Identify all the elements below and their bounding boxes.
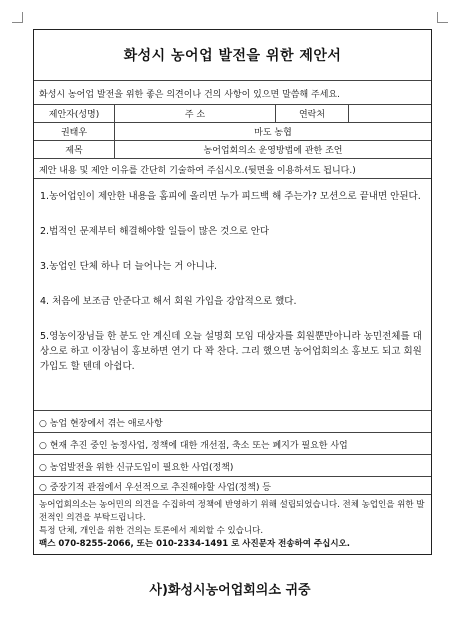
contact-field[interactable] (349, 105, 431, 122)
option-item: ○ 중장기적 관점에서 우선적으로 추진해야할 사업(정책) 등 (34, 477, 431, 495)
proposal-form (33, 29, 432, 555)
footer-note: 농어업회의소는 농어민의 의견을 수집하여 정책에 반영하기 위해 설립되었습니다. 전체 농업인을 위한 발전적인 의견을 부탁드립니다. (39, 500, 425, 523)
proposer-label: 제안자(성명) (34, 105, 115, 122)
organization-name: 사)화성시농어업회의소 귀중 (149, 583, 311, 598)
affiliation-row (34, 123, 431, 141)
proposal-content[interactable] (34, 179, 431, 411)
crop-mark-left (12, 12, 23, 23)
proposal-item: 1.농어업인이 제안한 내용을 홈피에 올리면 누가 피드백 해 주는가? 모션으로 끝내면 안된다. (40, 191, 421, 202)
proposal-item: 4. 처음에 보조금 안준다고 해서 회원 가입을 강압적으로 했다. (40, 296, 297, 307)
proposal-item: 2.법적인 문제부터 해결해야할 일들이 많은 것으로 안다 (40, 226, 270, 237)
subject-label: 제목 (34, 141, 115, 158)
proposal-item: 5.영농이장님들 한 분도 안 계신데 오늘 설명회 모임 대상자를 회원뿐만아니라 농민전체를 대상으로 하고 이장님이 홍보하면 연기 다 꽉 찬다. 그리 했으면 농어업회의소 홍보도 되고 회원 가입도 할 텐데 아쉽다. (40, 331, 422, 372)
footer-notice (34, 495, 431, 554)
address-label[interactable]: 주 소 (115, 105, 276, 122)
option-item: ○ 현재 추진 중인 농정사업, 정책에 대한 개선점, 축소 또는 폐지가 필요한 사업 (34, 433, 431, 455)
name-cell: 권태우 (34, 123, 115, 140)
option-item: ○ 농업 현장에서 겪는 애로사항 (34, 411, 431, 433)
subject-value[interactable]: 농어업회의소 운영방법에 관한 조언 (203, 146, 343, 156)
contact-label: 연락처 (276, 105, 349, 122)
proposal-item: 3.농업인 단체 하나 더 늘어나는 거 아니냐. (40, 261, 218, 272)
footer-note-2: 특정 단체, 개인을 위한 건의는 토론에서 제외할 수 있습니다. (39, 526, 264, 536)
option-item: ○ 농업발전을 위한 신규도입이 필요한 사업(정책) (34, 455, 431, 477)
affiliation-cell[interactable]: 마도 농협 (254, 128, 292, 138)
form-title: 화성시 농어업 발전을 위한 제안서 (34, 30, 431, 81)
subject-row (34, 141, 431, 159)
proposer-row (34, 105, 431, 123)
instruction-text: 제안 내용 및 제안 이유를 간단히 기술하여 주십시오.(뒷면을 이용하셔도 됩니다.) (34, 159, 431, 179)
intro-text: 화성시 농어업 발전을 위한 좋은 의견이나 건의 사항이 있으면 말씀해 주세요. (34, 81, 431, 105)
fax-instruction: 팩스 070-8255-2066, 또는 010-2334-1491 로 사진문자 전송하여 주십시오. (39, 539, 350, 549)
crop-mark-right (437, 12, 448, 23)
